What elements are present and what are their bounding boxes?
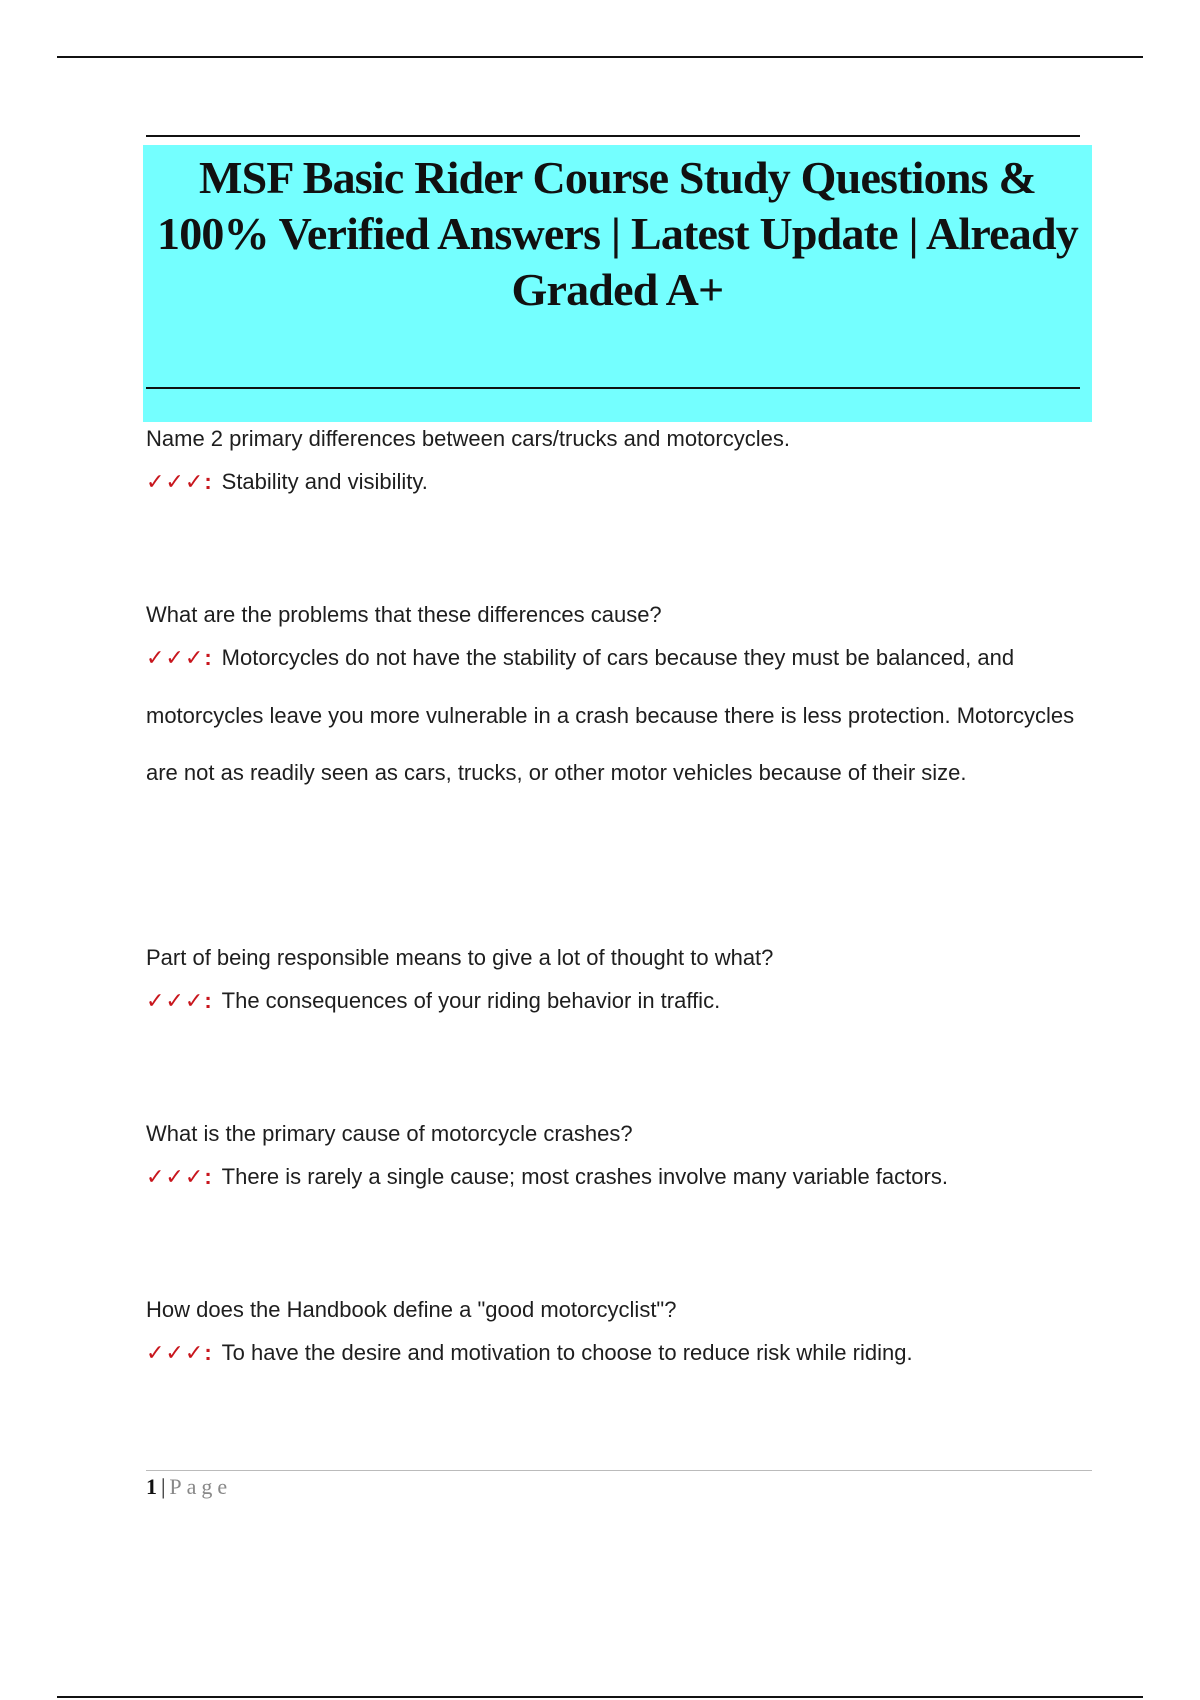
- answer-colon: :: [204, 988, 212, 1013]
- answer-text: Stability and visibility.: [221, 469, 428, 494]
- document-title: MSF Basic Rider Course Study Questions & 100% Verified Answers | Latest Update | Already Graded A+: [157, 152, 1078, 315]
- check-mark-icon: ✓✓✓: [146, 1341, 205, 1366]
- answer-line: [146, 1148, 1086, 1206]
- check-mark-icon: ✓✓✓: [146, 1165, 205, 1190]
- question-text: What are the problems that these differences cause?: [146, 602, 662, 627]
- title-bottom-rule: [146, 387, 1080, 389]
- footer-rule: [146, 1470, 1092, 1471]
- answer-line: [146, 972, 1086, 1030]
- qa-item-3: [146, 944, 1086, 1030]
- page-bottom-rule: [57, 1696, 1143, 1698]
- answer-text: Motorcycles do not have the stability of cars because they must be balanced, and motorcycles leave you more vulnerable in a crash because there is less protection. Motorcycles are not as readily seen as cars, trucks, or other motor vehicles because of their size.: [146, 645, 1075, 785]
- check-mark-icon: ✓✓✓: [146, 646, 205, 671]
- answer-text: There is rarely a single cause; most crashes involve many variable factors.: [221, 1164, 948, 1189]
- page-top-rule: [57, 56, 1143, 58]
- qa-item-5: [146, 1296, 1086, 1382]
- check-mark-icon: ✓✓✓: [146, 989, 205, 1014]
- answer-colon: :: [204, 1164, 212, 1189]
- page-footer: [146, 1474, 232, 1500]
- answer-colon: :: [204, 645, 212, 670]
- answer-colon: :: [204, 1340, 212, 1365]
- answer-colon: :: [204, 469, 212, 494]
- qa-item-2: [146, 601, 1086, 801]
- footer-separator: |: [161, 1474, 166, 1499]
- answer-line: [146, 629, 1086, 801]
- answer-line: [146, 1324, 1086, 1382]
- answer-text: The consequences of your riding behavior in traffic.: [221, 988, 721, 1013]
- answer-line: [146, 453, 1086, 511]
- question-text: Name 2 primary differences between cars/trucks and motorcycles.: [146, 426, 790, 451]
- question-text: What is the primary cause of motorcycle crashes?: [146, 1121, 633, 1146]
- qa-item-1: [146, 425, 1086, 511]
- page-label: Page: [169, 1474, 233, 1499]
- question-text: Part of being responsible means to give a lot of thought to what?: [146, 945, 774, 970]
- title-top-rule: [146, 135, 1080, 137]
- qa-item-4: [146, 1120, 1086, 1206]
- question-text: How does the Handbook define a "good motorcyclist"?: [146, 1297, 677, 1322]
- check-mark-icon: ✓✓✓: [146, 470, 205, 495]
- page-number: 1: [146, 1474, 157, 1499]
- answer-text: To have the desire and motivation to choose to reduce risk while riding.: [221, 1340, 913, 1365]
